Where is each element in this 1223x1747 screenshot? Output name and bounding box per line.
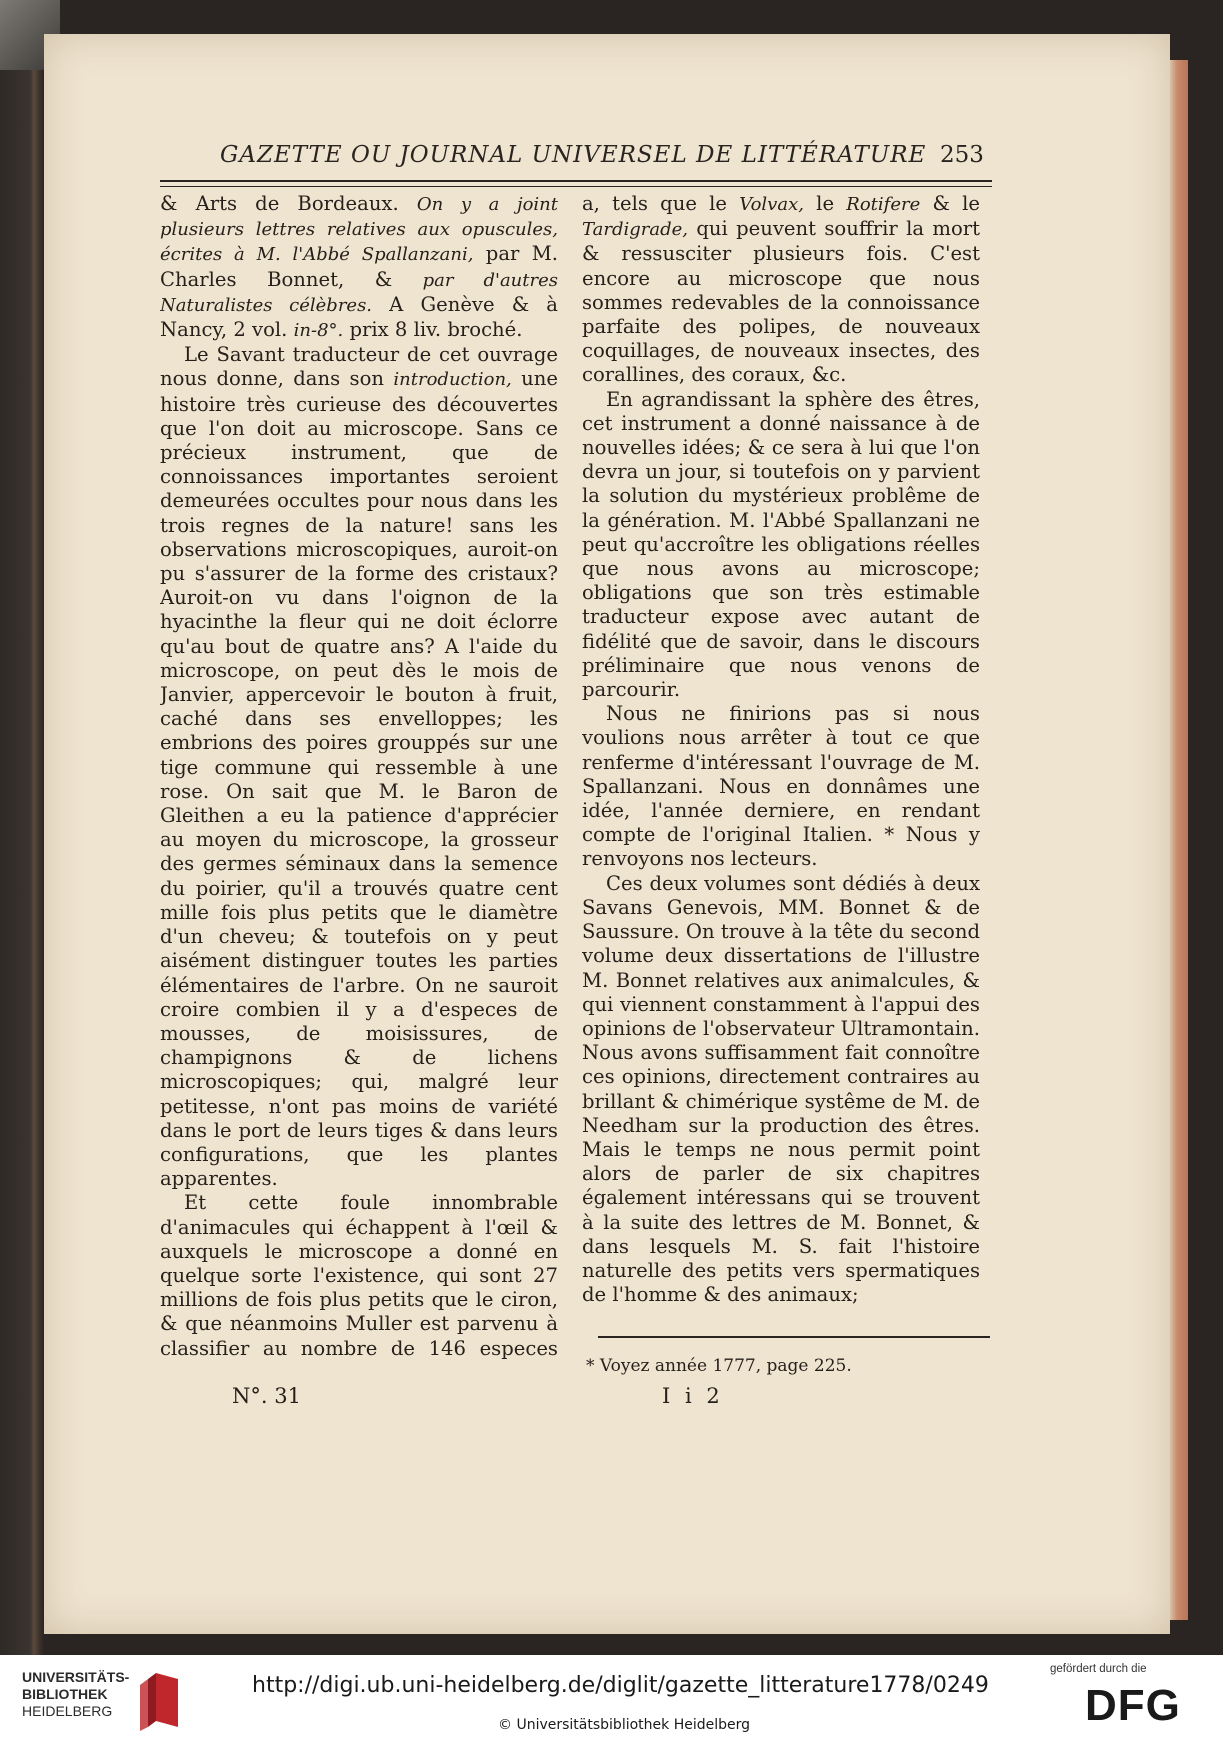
page-number: 253 [940,142,984,168]
paragraph: Et cette foule innombrable d'animacules qui échappent à l'œil & auxquels le microscope a donné en quelque sorte l'existence, qui sont 27 millions de fois plus petits que le ciron, & que néanmoins Muller est parvenu à classifier au nombre de 146 especes [160,1191,558,1360]
funding-caption: gefördert durch die [1050,1663,1147,1675]
library-name-line3: HEIDELBERG [22,1703,113,1719]
paragraph [582,192,980,388]
italic-text: Rotifere [846,194,921,215]
signature-mark-left: N°. 31 [232,1384,301,1408]
library-emblem-icon [126,1669,184,1731]
footnote: * Voyez année 1777, page 225. [586,1356,852,1376]
paragraph [160,343,558,1191]
italic-text: Volvax, [739,194,804,215]
text: A Genève & à Nancy, 2 vol. [160,292,558,342]
text: Le Savant traducteur de cet ouvrage nous donne, dans son [160,343,558,391]
running-title: GAZETTE OU JOURNAL UNIVERSEL DE LITTÉRATURE [220,142,927,168]
viewer-footer [0,1655,1223,1747]
text: a, tels que le [582,192,740,215]
copyright-notice: © Universitätsbibliothek Heidelberg [498,1717,751,1733]
paragraph [160,192,558,343]
right-column [582,192,980,1362]
page-edge [1170,60,1188,1620]
permalink-url[interactable]: http://digi.ub.uni-heidelberg.de/diglit/gazette_litterature1778/0249 [252,1673,989,1698]
text: & Arts de Bordeaux. [160,192,417,215]
text: le [803,192,847,215]
left-column [160,192,558,1362]
text: par M. Charles Bonnet, & [160,242,558,291]
signature-mark-right: I i 2 [662,1384,724,1408]
text: & le [920,192,980,215]
paragraph: En agrandissant la sphère des êtres, cet instrument a donné naissance à de nouvelles idées; & ce sera à lui que l'on devra un jour, si toutefois on y parvient la solution du mystérieux problême de la génération. M. l'Abbé Spallanzani ne peut qu'accroître les obligations réelles que nous avons au microscope; obligations que son très estimable traducteur expose avec autant de fidélité que de savoir, dans le discours préliminaire que nous venons de parcourir. [582,387,980,702]
library-name-line1: UNIVERSITÄTS- [22,1669,130,1685]
library-logo[interactable] [22,1669,232,1735]
text: une histoire très curieuse des découvertes que l'on doit au microscope. Sans ce précieux instrument, que de connoissances importantes seroient demeurées occultes pour nous dans les trois regnes de la nature! sans les observations microscopiques, auroit-on pu s'assurer de la forme des cristaux? Auroit-on vu dans l'oignon de la hyacinthe la fleur qui ne doit éclorre qu'au bout de quatre ans? A l'aide du microscope, on peut dès le mois de Janvier, appercevoir le bouton à fruit, caché dans ses envelloppes; les embrions des poires grouppés sur une tige commune qui ressemble à une rose. On sait que M. le Baron de Gleithen a eu la patience d'apprécier au moyen du microscope, la grosseur des germes séminaux dans la semence du poirier, qu'il a trouvés quatre cent mille fois plus petits que le diamètre d'un cheveu; & toutefois on y peut aisément distinguer toutes les parties élémentaires de l'arbre. On ne sauroit croire combien il y a d'especes de mousses, de moisissures, de champignons & de lichens microscopiques; qui, malgré leur petitesse, n'ont pas moins de variété dans le port de leurs tiges & dans leurs configurations, que les plantes apparentes. [160,367,558,1191]
dfg-logo[interactable]: DFG [1085,1681,1181,1730]
italic-text: On y a joint plusieurs lettres relatives aux opuscules, écrites à M. l'Abbé Spallanzani, [160,194,558,266]
italic-text: in-8°. [293,320,344,342]
paragraph: Nous ne finirions pas si nous voulions nous arrêter à tout ce que renferme d'intéressant l'ouvrage de M. Spallanzani. Nous en donnâmes une idée, l'année derniere, en rendant compte de l'original Italien. * Nous y renvoyons nos lecteurs. [582,702,980,871]
italic-text: introduction, [393,369,512,391]
italic-text: par d'autres Naturalistes célèbres. [160,269,558,316]
text: qui peuvent souffrir la mort & ressusciter plusieurs fois. C'est encore au microscope que nous sommes redevables de la connoissance parfaite des polipes, de nouveaux coquillages, de nouveaux insectes, des corallines, des coraux, &c. [582,217,980,387]
header-rule [160,180,992,187]
text: prix 8 liv. broché. [343,318,523,342]
italic-text: Tardigrade, [582,219,688,241]
footnote-rule [598,1336,990,1338]
paragraph: Ces deux volumes sont dédiés à deux Savans Genevois, MM. Bonnet & de Saussure. On trouve à la tête du second volume deux dissertations de l'illustre M. Bonnet relatives aux animalcules, & qui viennent constamment à l'appui des opinions de l'observateur Ultramontain. Nous avons suffisamment fait connoître ces opinions, directement contraires au brillant & chimérique systême de M. de Needham sur la production des êtres. Mais le temps ne nous permit point alors de parler de six chapitres également intéressans qui se trouvent à la suite des lettres de M. Bonnet, & dans lesquels M. S. fait l'histoire naturelle des petits vers spermatiques de l'homme & des animaux; [582,871,980,1307]
library-name-line2: BIBLIOTHEK [22,1686,108,1702]
